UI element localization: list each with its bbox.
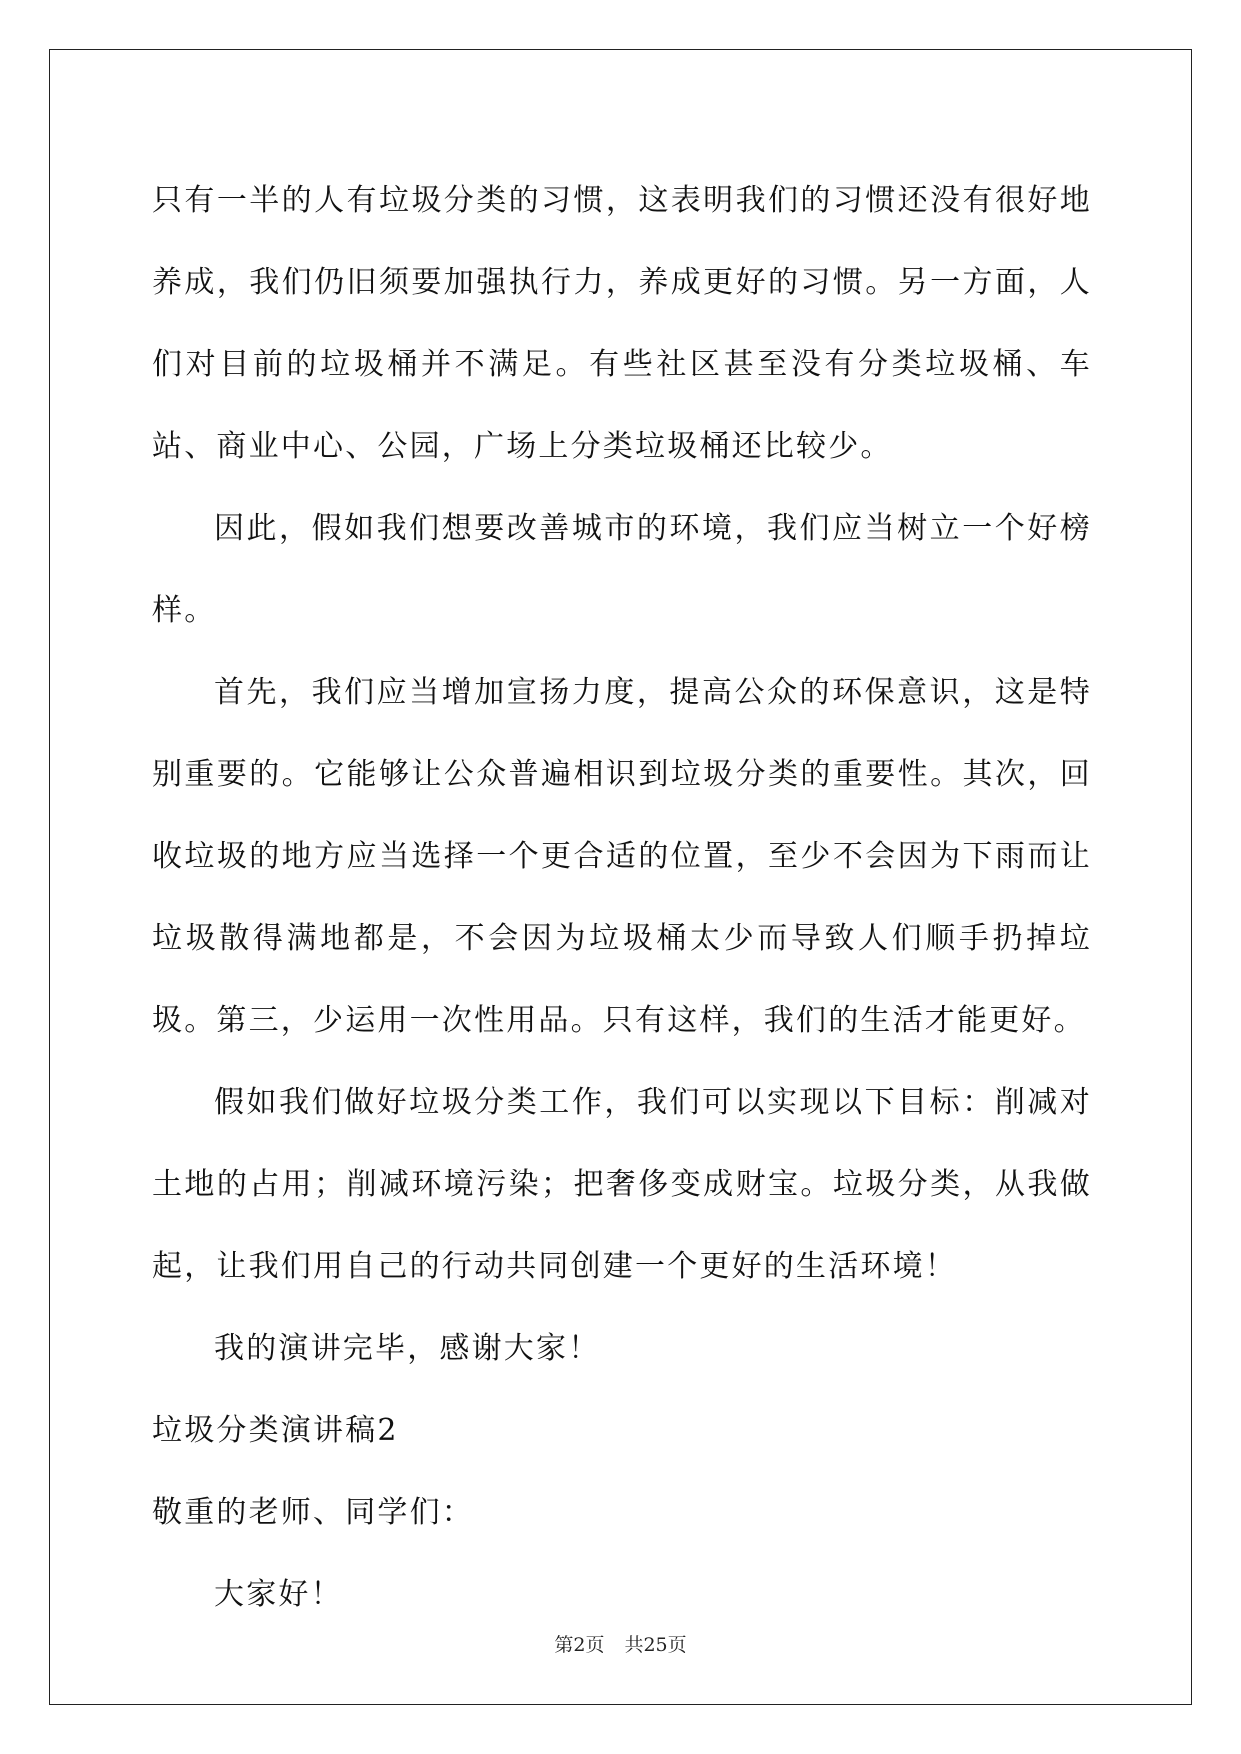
paragraph-2: 因此，假如我们想要改善城市的环境，我们应当树立一个好榜样。 <box>152 511 1092 628</box>
page-total: 共25页 <box>624 1634 687 1656</box>
salutation: 敬重的老师、同学们： <box>152 1495 474 1530</box>
page-footer <box>0 1630 1241 1657</box>
section-heading: 垃圾分类演讲稿2 <box>152 1413 399 1448</box>
paragraph-1: 只有一半的人有垃圾分类的习惯，这表明我们的习惯还没有很好地养成，我们仍旧须要加强执行力，养成更好的习惯。另一方面，人们对目前的垃圾桶并不满足。有些社区甚至没有分类垃圾桶、车站、商业中心、公园，广场上分类垃圾桶还比较少。 <box>152 183 1092 464</box>
document-body <box>152 160 1092 1636</box>
greeting: 大家好！ <box>214 1577 343 1612</box>
paragraph-5: 我的演讲完毕，感谢大家！ <box>214 1331 601 1366</box>
paragraph-3: 首先，我们应当增加宣扬力度，提高公众的环保意识，这是特别重要的。它能够让公众普遍相识到垃圾分类的重要性。其次，回收垃圾的地方应当选择一个更合适的位置，至少不会因为下雨而让垃圾散得满地都是，不会因为垃圾桶太少而导致人们顺手扔掉垃圾。第三，少运用一次性用品。只有这样，我们的生活才能更好。 <box>152 675 1092 1038</box>
page-number: 第2页 <box>554 1634 605 1656</box>
paragraph-4: 假如我们做好垃圾分类工作，我们可以实现以下目标：削减对土地的占用；削减环境污染；把奢侈变成财宝。垃圾分类，从我做起，让我们用自己的行动共同创建一个更好的生活环境！ <box>152 1085 1092 1284</box>
